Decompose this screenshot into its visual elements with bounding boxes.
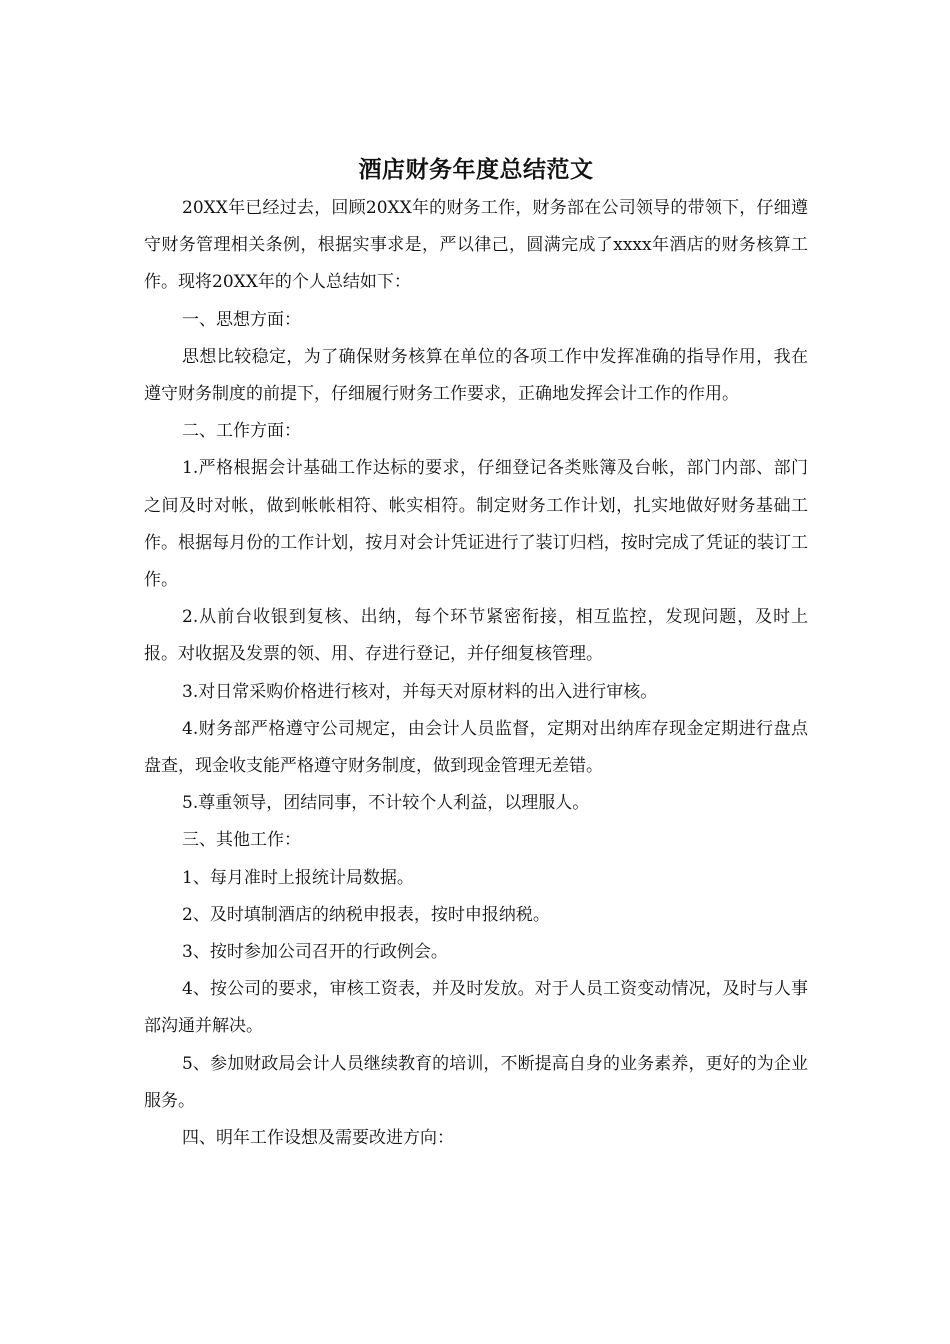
work-item-4: 4.财务部严格遵守公司规定，由会计人员监督，定期对出纳库存现金定期进行盘点盘查，现金收支能严格遵守财务制度，做到现金管理无差错。 xyxy=(144,718,808,777)
intro-paragraph: 20XX年已经过去，回顾20XX年的财务工作，财务部在公司领导的带领下，仔细遵守财务管理相关条例，根据实事求是，严以律己，圆满完成了xxxx年酒店的财务核算工作。现将20XX年的个人总结如下： xyxy=(144,198,808,293)
document-title: 酒店财务年度总结范文 xyxy=(358,157,594,183)
work-item-2: 2.从前台收银到复核、出纳，每个环节紧密衔接，相互监控，发现问题，及时上报。对收据及发票的领、用、存进行登记，并仔细复核管理。 xyxy=(144,607,808,665)
other-item-4: 4、按公司的要求，审核工资表，并及时发放。对于人员工资变动情况，及时与人事部沟通并解决。 xyxy=(144,979,808,1037)
section-heading-work: 二、工作方面： xyxy=(182,421,301,442)
thinking-paragraph: 思想比较稳定，为了确保财务核算在单位的各项工作中发挥准确的指导作用，我在遵守财务制度的前提下，仔细履行财务工作要求，正确地发挥会计工作的作用。 xyxy=(144,346,808,405)
other-item-2: 2、及时填制酒店的纳税申报表，按时申报纳税。 xyxy=(182,904,550,925)
section-heading-thinking: 一、思想方面： xyxy=(182,309,301,330)
other-item-1: 1、每月准时上报统计局数据。 xyxy=(182,867,414,888)
section-heading-other: 三、其他工作： xyxy=(182,830,301,851)
other-item-5: 5、参加财政局会计人员继续教育的培训，不断提高自身的业务素养，更好的为企业服务。 xyxy=(144,1053,808,1111)
document-body xyxy=(144,150,808,1157)
section-heading-next-year: 四、明年工作设想及需要改进方向： xyxy=(182,1128,454,1149)
work-item-3: 3.对日常采购价格进行核对，并每天对原材料的出入进行审核。 xyxy=(182,681,658,702)
work-item-5: 5.尊重领导，团结同事，不计较个人利益，以理服人。 xyxy=(182,793,590,814)
work-item-1: 1.严格根据会计基础工作达标的要求，仔细登记各类账簿及台帐，部门内部、部门之间及时对帐，做到帐帐相符、帐实相符。制定财务工作计划，扎实地做好财务基础工作。根据每月份的工作计划，按月对会计凭证进行了装订归档，按时完成了凭证的装订工作。 xyxy=(144,458,808,591)
other-item-3: 3、按时参加公司召开的行政例会。 xyxy=(182,942,448,963)
